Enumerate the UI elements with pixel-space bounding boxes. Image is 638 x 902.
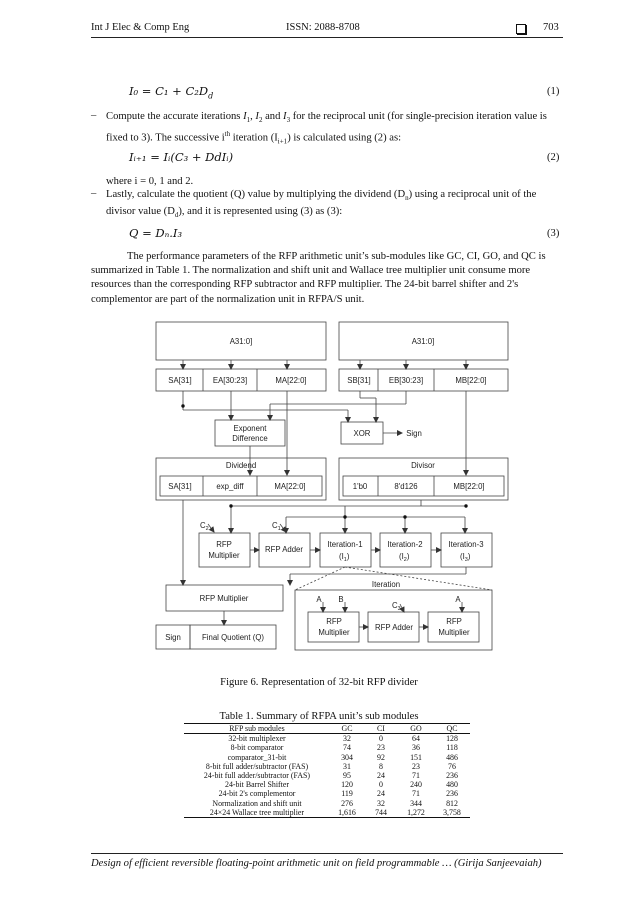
summary-table xyxy=(184,723,470,818)
col-header: RFP sub modules xyxy=(184,724,330,734)
bullet-dash: – xyxy=(91,188,97,199)
table-cell: 23 xyxy=(377,743,385,753)
table-cell: 71 xyxy=(412,789,420,799)
divisor-1b0: 1'b0 xyxy=(352,482,368,491)
col-header: GO xyxy=(398,724,434,734)
iteration-1-label: Iteration-1 xyxy=(327,540,363,549)
table-cell: 74 xyxy=(343,743,351,753)
table-cell: 3,758 xyxy=(434,808,470,818)
col-header: GC xyxy=(330,724,364,734)
table-cell: 23 xyxy=(412,761,420,771)
c2-label: $C_2$ xyxy=(200,521,209,532)
table-cell: 236 xyxy=(446,789,458,799)
iter-b-label: B xyxy=(338,595,344,604)
a-input-label: A31:0] xyxy=(229,337,253,346)
summary-table-wrap xyxy=(184,723,470,818)
exp-diff-label-1: Exponent xyxy=(233,424,267,433)
table-cell: 32 xyxy=(377,798,385,808)
figure-caption: Figure 6. Representation of 32-bit RFP divider xyxy=(220,677,418,688)
rfp-mult-label-1: RFP xyxy=(216,540,232,549)
table-cell: 344 xyxy=(410,798,422,808)
table-row xyxy=(184,799,470,808)
rfp-multiplier-box xyxy=(199,533,250,567)
table-cell: 24×24 Wallace tree multiplier xyxy=(184,808,330,818)
table-cell: 119 xyxy=(341,789,353,799)
table-title: Table 1. Summary of RFPA unit’s sub modules xyxy=(219,711,419,722)
equation-2-number: (2) xyxy=(547,152,560,163)
table-cell: 24 xyxy=(377,789,385,799)
c3-label: $C_3$ xyxy=(392,601,401,612)
table-cell: 1,272 xyxy=(398,808,434,818)
iteration-2-sub: $(I_2)$ xyxy=(399,552,410,563)
table-cell: 0 xyxy=(379,780,383,790)
final-quotient-label: Final Quotient (Q) xyxy=(202,633,264,642)
iteration-1-sub: $(I_1)$ xyxy=(339,552,350,563)
dividend-sa: SA[31] xyxy=(168,482,192,491)
table-cell: 744 xyxy=(364,808,398,818)
table-cell: 236 xyxy=(446,771,458,781)
table-cell: 32-bit multiplexer xyxy=(228,734,286,744)
dividend-exp: exp_diff xyxy=(216,482,244,491)
iter-mult-label-1: RFP xyxy=(326,617,342,626)
iter-mult2-label-2: Multiplier xyxy=(438,628,470,637)
footer-rule xyxy=(91,853,563,854)
table-cell: 36 xyxy=(412,743,420,753)
equation-3: Q = Dₙ.I₃ xyxy=(129,226,183,240)
dividend-ma: MA[22:0] xyxy=(274,482,306,491)
ea-label: EA[30:23] xyxy=(212,376,248,385)
equation-1-number: (1) xyxy=(547,86,560,97)
table-cell: 128 xyxy=(446,734,458,744)
col-header: QC xyxy=(434,724,470,734)
journal-name: Int J Elec & Comp Eng xyxy=(91,22,190,33)
divisor-mb: MB[22:0] xyxy=(453,482,485,491)
footer-citation: Design of efficient reversible floating-point arithmetic unit on field programmable … (Girija Sanjeevaiah) xyxy=(91,858,542,869)
iteration-3-sub: $(I_3)$ xyxy=(460,552,471,563)
sb-label: SB[31] xyxy=(347,376,371,385)
b-input-label: A31:0] xyxy=(411,337,435,346)
table-cell: 812 xyxy=(446,798,458,808)
equation-3-number: (3) xyxy=(547,228,560,239)
table-cell: 24 xyxy=(377,771,385,781)
page-number: 703 xyxy=(543,22,559,33)
table-cell: 24-bit full adder/subtractor (FAS) xyxy=(203,771,311,781)
table-row xyxy=(184,808,470,818)
iter-a2-label: A xyxy=(455,595,461,604)
paragraph: The performance parameters of the RFP arithmetic unit’s sub-modules like GC, CI, GO, and QC is summarized in Table 1. The normalization and shift unit and Wallace tree multiplier unit consume more resources than the corresponding RFP subtractor and RFP multiplier. The 24-bit barrel shifter and 2's complementor are part of the normalization unit in RFPA/S unit. xyxy=(91,251,546,305)
iteration-3-label: Iteration-3 xyxy=(448,540,484,549)
bullet-1-text: Compute the accurate iterations $I_1$, $I_2$ and $I_3$ for the reciprocal unit (for single-precision iteration value is fixed to 3). The successive $i^{th}$ iteration $(I_{i+1})$ is calculated using (2) as: xyxy=(106,111,547,146)
table-cell: 76 xyxy=(448,761,456,771)
table-cell: 276 xyxy=(341,798,353,808)
table-cell: Normalization and shift unit xyxy=(212,798,302,808)
table-cell: 32 xyxy=(343,734,351,744)
iter-adder-label: RFP Adder xyxy=(375,623,413,632)
table-row xyxy=(184,789,470,798)
table-cell: 8-bit comparator xyxy=(230,743,284,753)
table-cell: 1,616 xyxy=(330,808,364,818)
c1-label: $C_1$ xyxy=(272,521,281,532)
sign-out-label: Sign xyxy=(406,429,422,438)
iter-a-label: A xyxy=(316,595,322,604)
col-header: CI xyxy=(364,724,398,734)
table-row xyxy=(184,743,470,752)
table-cell: 240 xyxy=(410,780,422,790)
iteration-2-label: Iteration-2 xyxy=(387,540,423,549)
issn: ISSN: 2088-8708 xyxy=(286,22,360,33)
table-cell: 24-bit 2's complementor xyxy=(218,789,296,799)
xor-label: XOR xyxy=(353,429,371,438)
equation-2: Iᵢ₊₁ = Iᵢ(C₃ + DdIᵢ) xyxy=(129,150,234,164)
table-row xyxy=(184,762,470,771)
iter-mult-label-2: Multiplier xyxy=(318,628,350,637)
equation-1: $I_0 = C_1 + C_2D_d$ xyxy=(129,84,214,101)
table-cell: 92 xyxy=(377,752,385,762)
iteration-panel-label: Iteration xyxy=(371,580,401,589)
table-cell: 304 xyxy=(341,752,353,762)
rfp-mult-label-2: Multiplier xyxy=(208,551,240,560)
table-row xyxy=(184,734,470,744)
table-cell: 151 xyxy=(410,752,422,762)
table-cell: 31 xyxy=(343,761,351,771)
table-cell: 120 xyxy=(341,780,353,790)
table-cell: 24-bit Barrel Shifter xyxy=(225,780,289,790)
table-cell: 8 xyxy=(379,761,383,771)
divisor-label: Divisor xyxy=(411,461,435,470)
table-row xyxy=(184,780,470,789)
table-cell: 8-bit full adder/subtractor (FAS) xyxy=(205,761,309,771)
table-row xyxy=(184,753,470,762)
table-cell: 486 xyxy=(446,752,458,762)
table-cell: 0 xyxy=(379,734,383,744)
divisor-8d126: 8'd126 xyxy=(394,482,418,491)
table-cell: 95 xyxy=(343,771,351,781)
sa-label: SA[31] xyxy=(168,376,192,385)
table-header-row xyxy=(184,724,470,734)
table-cell: 71 xyxy=(412,771,420,781)
iteration-detail-box xyxy=(295,590,492,650)
table-cell: 64 xyxy=(412,734,420,744)
bullet-dash: – xyxy=(91,110,97,121)
exp-diff-label-2: Difference xyxy=(232,434,268,443)
rfp-adder-label: RFP Adder xyxy=(265,545,303,554)
sign-box-label: Sign xyxy=(165,633,181,642)
table-cell: comparator_31-bit xyxy=(227,752,287,762)
final-rfp-mult-label: RFP Multiplier xyxy=(199,594,249,603)
ma-label: MA[22:0] xyxy=(275,376,307,385)
table-cell: 480 xyxy=(446,780,458,790)
table-cell: 118 xyxy=(446,743,458,753)
iter-mult2-label-1: RFP xyxy=(446,617,462,626)
table-row xyxy=(184,771,470,780)
where-text: where i = 0, 1 and 2. xyxy=(106,176,194,187)
mb-label: MB[22:0] xyxy=(455,376,487,385)
dividend-label: Dividend xyxy=(225,461,257,470)
bullet-2-text: Lastly, calculate the quotient (Q) value by multiplying the dividend $(D_n)$ using a reciprocal unit of the divisor value $(D_d)$, and it is represented using (3) as (3): xyxy=(106,189,537,220)
eb-label: EB[30:23] xyxy=(388,376,424,385)
